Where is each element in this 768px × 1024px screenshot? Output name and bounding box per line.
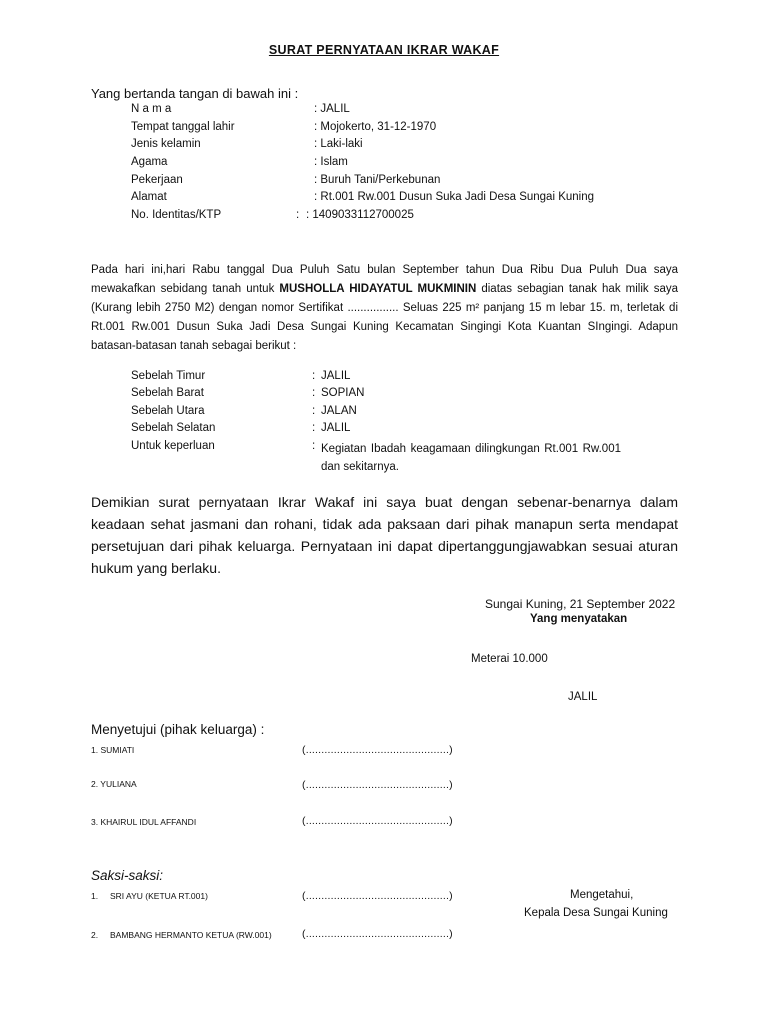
boundary-separator: : <box>312 422 316 434</box>
identity-value: : 1409033112700025 <box>306 209 414 221</box>
identity-row-birth <box>131 121 691 138</box>
signature-line: (..............................................) <box>302 779 453 791</box>
purpose-value: Kegiatan Ibadah keagamaan dilingkungan Rt.001 Rw.001 dan sekitarnya. <box>321 443 621 473</box>
witness-number: 2. <box>91 930 99 940</box>
witness-name: BAMBANG HERMANTO KETUA (RW.001) <box>110 930 272 940</box>
statement-text-start: Pada hari ini,hari Rabu tanggal Dua Puluh Satu bulan September tahun Dua Ribu Dua Puluh Dua saya mewakafkan sebidang tanah untuk <box>91 264 678 295</box>
village-head-title: Kepala Desa Sungai Kuning <box>524 907 668 919</box>
place-date: Sungai Kuning, 21 September 2022 <box>485 597 676 611</box>
identity-label: No. Identitas/KTP <box>131 209 222 221</box>
witnesses-heading: Saksi-saksi: <box>91 868 164 883</box>
approval-heading: Menyetujui (pihak keluarga) : <box>91 722 265 737</box>
identity-label: Alamat <box>131 191 167 203</box>
family-member-name: 3. KHAIRUL IDUL AFFANDI <box>91 817 197 827</box>
identity-row-gender <box>131 138 691 155</box>
witness-name: SRI AYU (KETUA RT.001) <box>110 891 208 901</box>
boundary-row-west <box>131 387 691 404</box>
boundary-separator: : <box>312 370 316 382</box>
identity-row-name <box>131 103 691 120</box>
boundary-value: SOPIAN <box>321 387 365 399</box>
boundary-row-north <box>131 405 691 422</box>
signature-line: (..............................................) <box>302 928 453 940</box>
boundary-row-south <box>131 422 691 439</box>
document-title: SURAT PERNYATAAN IKRAR WAKAF <box>268 43 500 57</box>
signature-line: (..............................................) <box>302 744 453 756</box>
boundary-label: Sebelah Timur <box>131 370 206 382</box>
boundary-separator: : <box>312 405 316 417</box>
family-member-name: 1. SUMIATI <box>91 745 135 755</box>
identity-row-address <box>131 191 691 208</box>
boundary-separator: : <box>312 440 316 452</box>
identity-row-occupation <box>131 174 691 191</box>
boundary-label: Sebelah Utara <box>131 405 205 417</box>
acknowledge-label: Mengetahui, <box>570 889 634 901</box>
identity-value: : Buruh Tani/Perkebunan <box>314 174 441 186</box>
boundary-separator: : <box>312 387 316 399</box>
musholla-name: MUSHOLLA HIDAYATUL MUKMININ <box>279 283 477 295</box>
identity-label: Agama <box>131 156 168 168</box>
closing-paragraph: Demikian surat pernyataan Ikrar Wakaf ini saya buat dengan sebenar-benarnya dalam keadaan sehat jasmani dan rohani, tidak ada paksaan dari pihak manapun serta mendapat persetujuan dari pihak keluarga. Pernyataan ini dapat dipertanggungjawabkan sesuai aturan hukum yang berlaku. <box>91 494 678 576</box>
identity-label: N a m a <box>131 103 172 115</box>
identity-separator: : <box>296 209 300 221</box>
family-member-name: 2. YULIANA <box>91 779 137 789</box>
signer-title: Yang menyatakan <box>530 613 628 625</box>
signer-name: JALIL <box>568 691 598 703</box>
identity-label: Pekerjaan <box>131 174 183 186</box>
boundary-value: JALAN <box>321 405 357 417</box>
boundary-value: JALIL <box>321 370 351 382</box>
intro-text: Yang bertanda tangan di bawah ini : <box>91 86 299 101</box>
boundary-label: Sebelah Barat <box>131 387 204 399</box>
signature-line: (..............................................) <box>302 815 453 827</box>
statement-text-end: diatas sebagian tanak hak milik saya (Kurang lebih 2750 M2) dengan nomor Sertifikat ................ Seluas 225 m² panjang 15 m lebar 15. m, terletak di Rt.001 Rw.001 Dusun Suka Jadi Desa Sungai Kuning Kecamatan Singingi Kota Kuantan SIngingi. Adapun batasan-batasan tanah sebagai berikut : <box>91 283 678 352</box>
identity-value: : JALIL <box>314 103 350 115</box>
signature-line: (..............................................) <box>302 890 453 902</box>
identity-value: : Mojokerto, 31-12-1970 <box>314 121 437 133</box>
identity-row-religion <box>131 156 691 173</box>
identity-row-ktp <box>131 209 691 226</box>
boundary-label: Sebelah Selatan <box>131 422 216 434</box>
stamp-duty-label: Meterai 10.000 <box>471 653 548 665</box>
identity-label: Tempat tanggal lahir <box>131 121 235 133</box>
statement-paragraph <box>91 261 678 356</box>
boundary-row-east <box>131 370 691 387</box>
boundary-label: Untuk keperluan <box>131 440 215 452</box>
boundary-value: JALIL <box>321 422 351 434</box>
identity-value: : Laki-laki <box>314 138 363 150</box>
identity-label: Jenis kelamin <box>131 138 201 150</box>
identity-value: : Islam <box>314 156 348 168</box>
identity-value: : Rt.001 Rw.001 Dusun Suka Jadi Desa Sungai Kuning <box>314 191 595 203</box>
witness-number: 1. <box>91 891 99 901</box>
